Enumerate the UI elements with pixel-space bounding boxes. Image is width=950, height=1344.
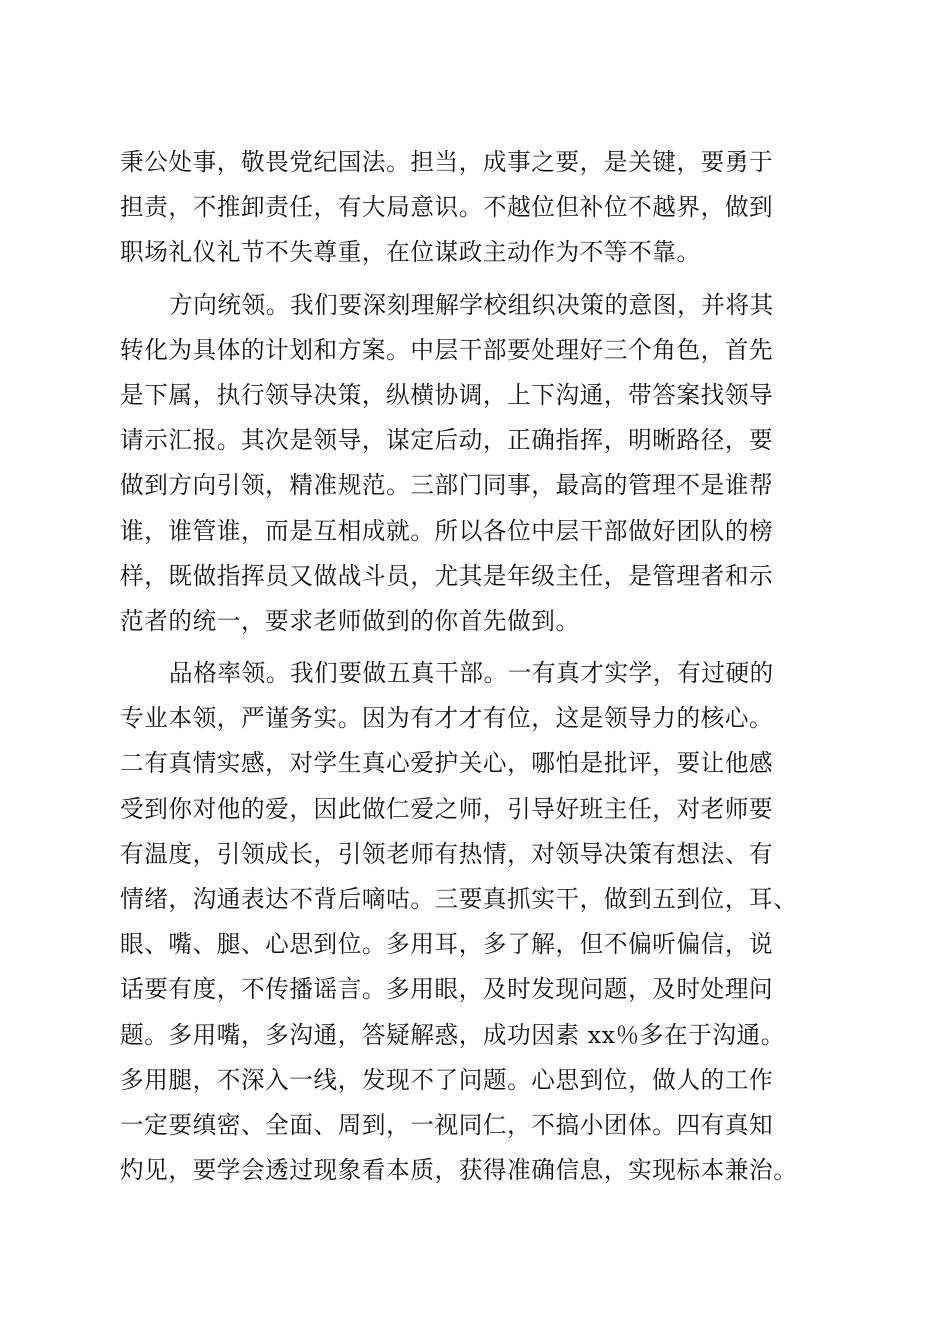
- text-line: 职场礼仪礼节不失尊重，在位谋政主动作为不等不靠。: [120, 238, 701, 267]
- text-line: 品格率领。我们要做五真干部。一有真才实学，有过硬的: [169, 659, 774, 688]
- text-line: 情绪，沟通表达不背后嘀咕。三要真抓实干，做到五到位，耳、: [120, 885, 798, 913]
- text-line: 做到方向引领，精准规范。三部门同事，最高的管理不是谁帮: [120, 471, 774, 500]
- paragraph-integrity: [120, 140, 860, 276]
- text-line: 是下属，执行领导决策，纵横协调，上下沟通，带答案找领导: [120, 380, 774, 409]
- paragraph-character-leadership: [120, 651, 860, 1193]
- text-line: 谁，谁管谁，而是互相成就。所以各位中层干部做好团队的榜: [120, 516, 774, 545]
- text-line: 有温度，引领成长，引领老师有热情，对领导决策有想法、有: [120, 839, 774, 868]
- text-line: 方向统领。我们要深刻理解学校组织决策的意图，并将其: [169, 290, 774, 319]
- text-line: 秉公处事，敬畏党纪国法。担当，成事之要，是关键，要勇于: [120, 148, 774, 176]
- paragraph-direction-leadership: [120, 283, 860, 645]
- text-line: 专业本领，严谨务实。因为有才才有位，这是领导力的核心。: [120, 704, 774, 733]
- text-line: 样，既做指挥员又做战斗员，尤其是年级主任，是管理者和示: [120, 561, 774, 590]
- document-body: [120, 140, 860, 1193]
- text-line: 眼、嘴、腿、心思到位。多用耳，多了解，但不偏听偏信，说: [120, 930, 774, 959]
- text-line: 担责，不推卸责任，有大局意识。不越位但补位不越界，做到: [120, 193, 774, 222]
- text-line: 请示汇报。其次是领导，谋定后动，正确指挥，明晰路径，要: [120, 426, 774, 455]
- text-line: 一定要缜密、全面、周到，一视同仁，不搞小团体。四有真知: [120, 1110, 774, 1139]
- text-line: 转化为具体的计划和方案。中层干部要处理好三个角色，首先: [120, 335, 774, 364]
- text-line: 二有真情实感，对学生真心爱护关心，哪怕是批评，要让他感: [120, 749, 774, 778]
- text-line: 话要有度，不传播谣言。多用眼，及时发现问题，及时处理问: [120, 975, 774, 1004]
- text-line: 多用腿，不深入一线，发现不了问题。心思到位，做人的工作: [120, 1065, 774, 1094]
- text-line: 题。多用嘴，多沟通，答疑解惑，成功因素 xx％多在于沟通。: [120, 1020, 785, 1049]
- text-line: 范者的统一，要求老师做到的你首先做到。: [120, 606, 580, 635]
- text-line: 灼见，要学会透过现象看本质，获得准确信息，实现标本兼治。: [120, 1156, 798, 1185]
- text-line: 受到你对他的爱，因此做仁爱之师，引导好班主任，对老师要: [120, 794, 774, 823]
